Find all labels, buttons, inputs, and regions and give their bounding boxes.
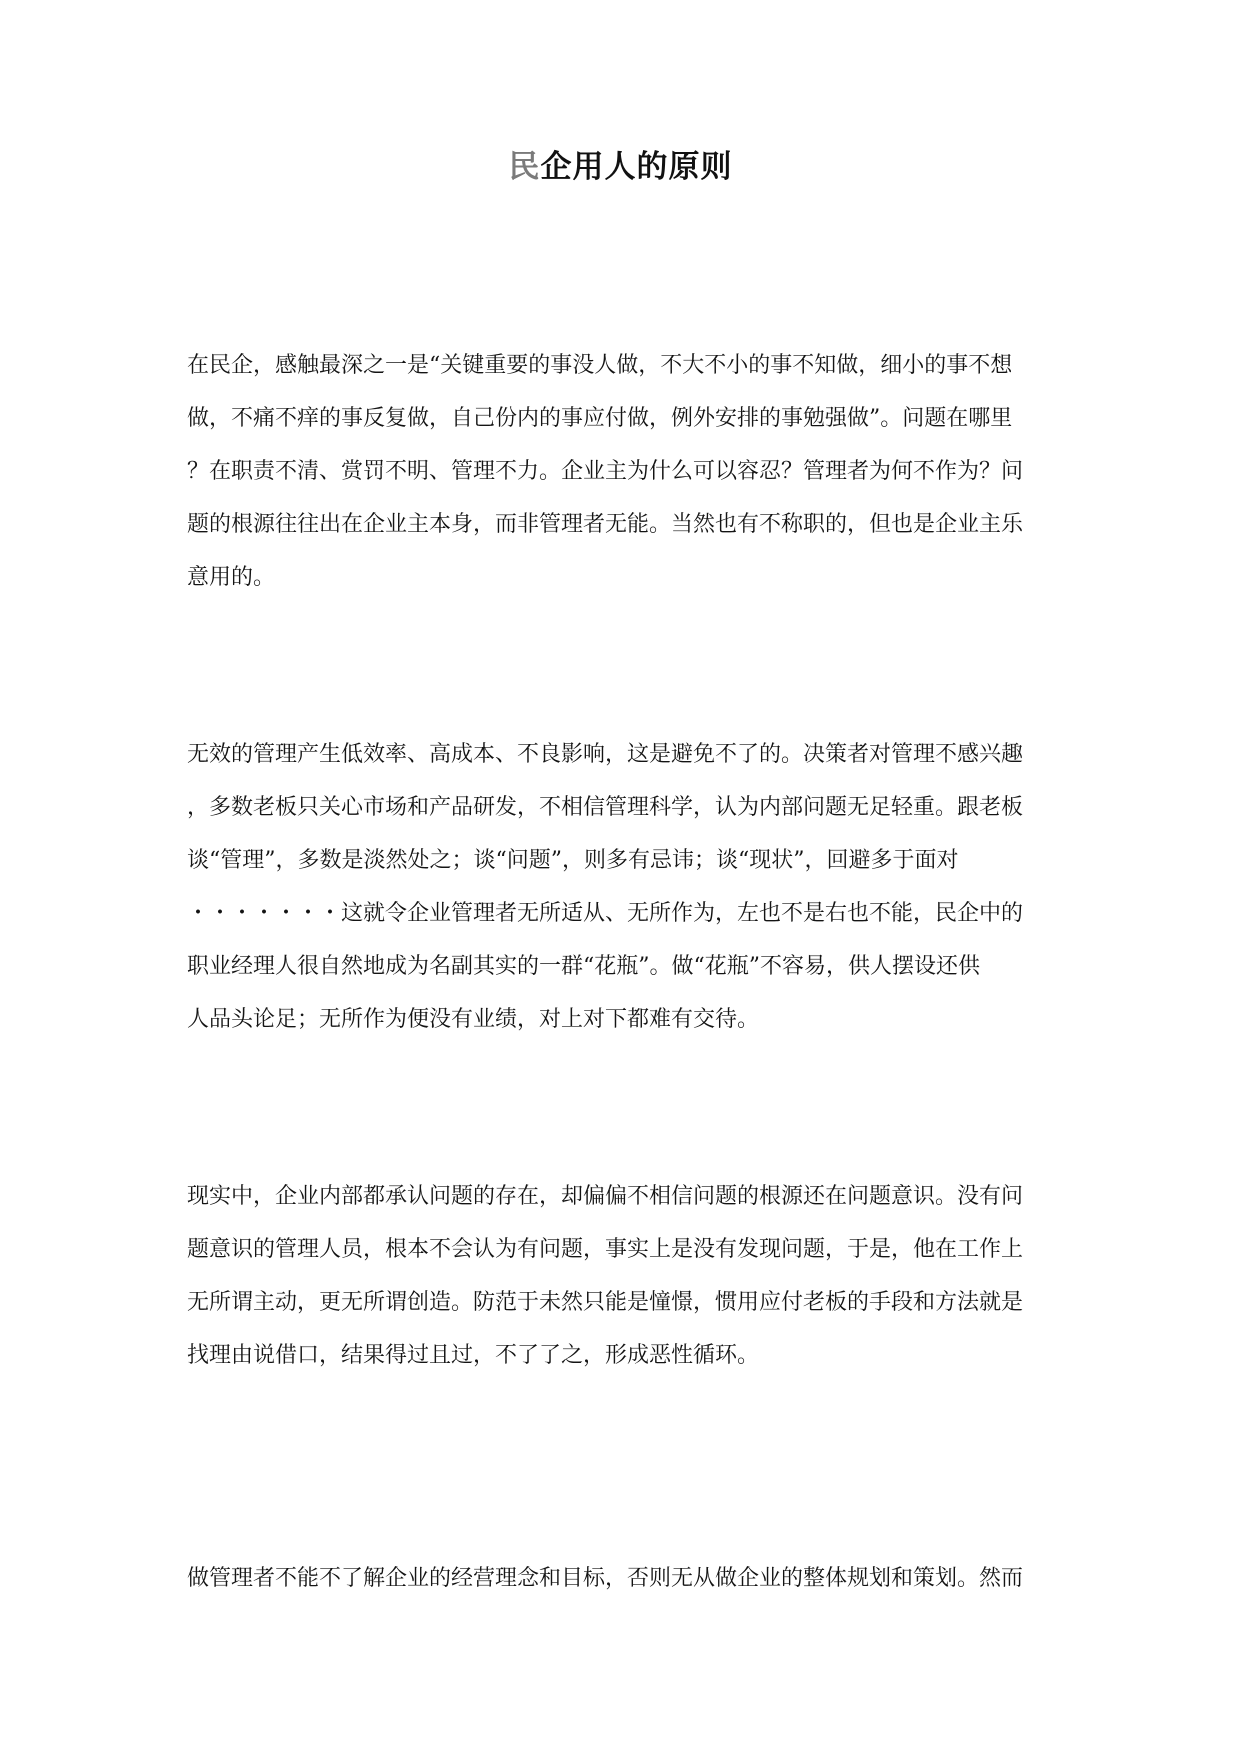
paragraph-line: 找理由说借口，结果得过且过，不了了之，形成恶性循环。 [187,1343,760,1368]
paragraph-line: 做管理者不能不了解企业的经营理念和目标，否则无从做企业的整体规划和策划。然而 [187,1566,1024,1591]
paragraph-line: ，多数老板只关心市场和产品研发，不相信管理科学，认为内部问题无足轻重。跟老板 [187,795,1024,820]
paragraph-line: 谈“管理”，多数是淡然处之；谈“问题”，则多有忌讳；谈“现状”，回避多于面对 [187,848,959,873]
paragraph-3 [187,1170,1133,1382]
paragraph-line: 无效的管理产生低效率、高成本、不良影响，这是避免不了的。决策者对管理不感兴趣 [187,742,1024,767]
paragraph-2 [187,728,1133,1046]
document-title [0,145,1241,189]
paragraph-line: 无所谓主动，更无所谓创造。防范于未然只能是憧憬，惯用应付老板的手段和方法就是 [187,1290,1024,1315]
paragraph-line: ・・・・・・・这就令企业管理者无所适从、无所作为，左也不是右也不能，民企中的 [187,901,1024,926]
paragraph-line: 人品头论足；无所作为便没有业绩，对上对下都难有交待。 [187,1007,760,1032]
paragraph-4 [187,1552,1133,1605]
paragraph-line: 现实中，企业内部都承认问题的存在，却偏偏不相信问题的根源还在问题意识。没有问 [187,1184,1024,1209]
paragraph-line: 做，不痛不痒的事反复做，自己份内的事应付做，例外安排的事勉强做”。问题在哪里 [187,406,1013,431]
paragraph-line: 职业经理人很自然地成为名副其实的一群“花瓶”。做“花瓶”不容易，供人摆设还供 [187,954,980,979]
paragraph-line: 在民企，感触最深之一是“关键重要的事没人做，不大不小的事不知做，细小的事不想 [187,353,1013,378]
paragraph-line: ？在职责不清、赏罚不明、管理不力。企业主为什么可以容忍？管理者为何不作为？问 [187,459,1024,484]
title-first-char: 民 [508,149,541,185]
title-rest: 企用人的原则 [540,149,733,185]
paragraph-1 [187,339,1133,604]
paragraph-line: 意用的。 [187,565,276,590]
paragraph-line: 题意识的管理人员，根本不会认为有问题，事实上是没有发现问题，于是，他在工作上 [187,1237,1024,1262]
paragraph-line: 题的根源往往出在企业主本身，而非管理者无能。当然也有不称职的，但也是企业主乐 [187,512,1024,537]
